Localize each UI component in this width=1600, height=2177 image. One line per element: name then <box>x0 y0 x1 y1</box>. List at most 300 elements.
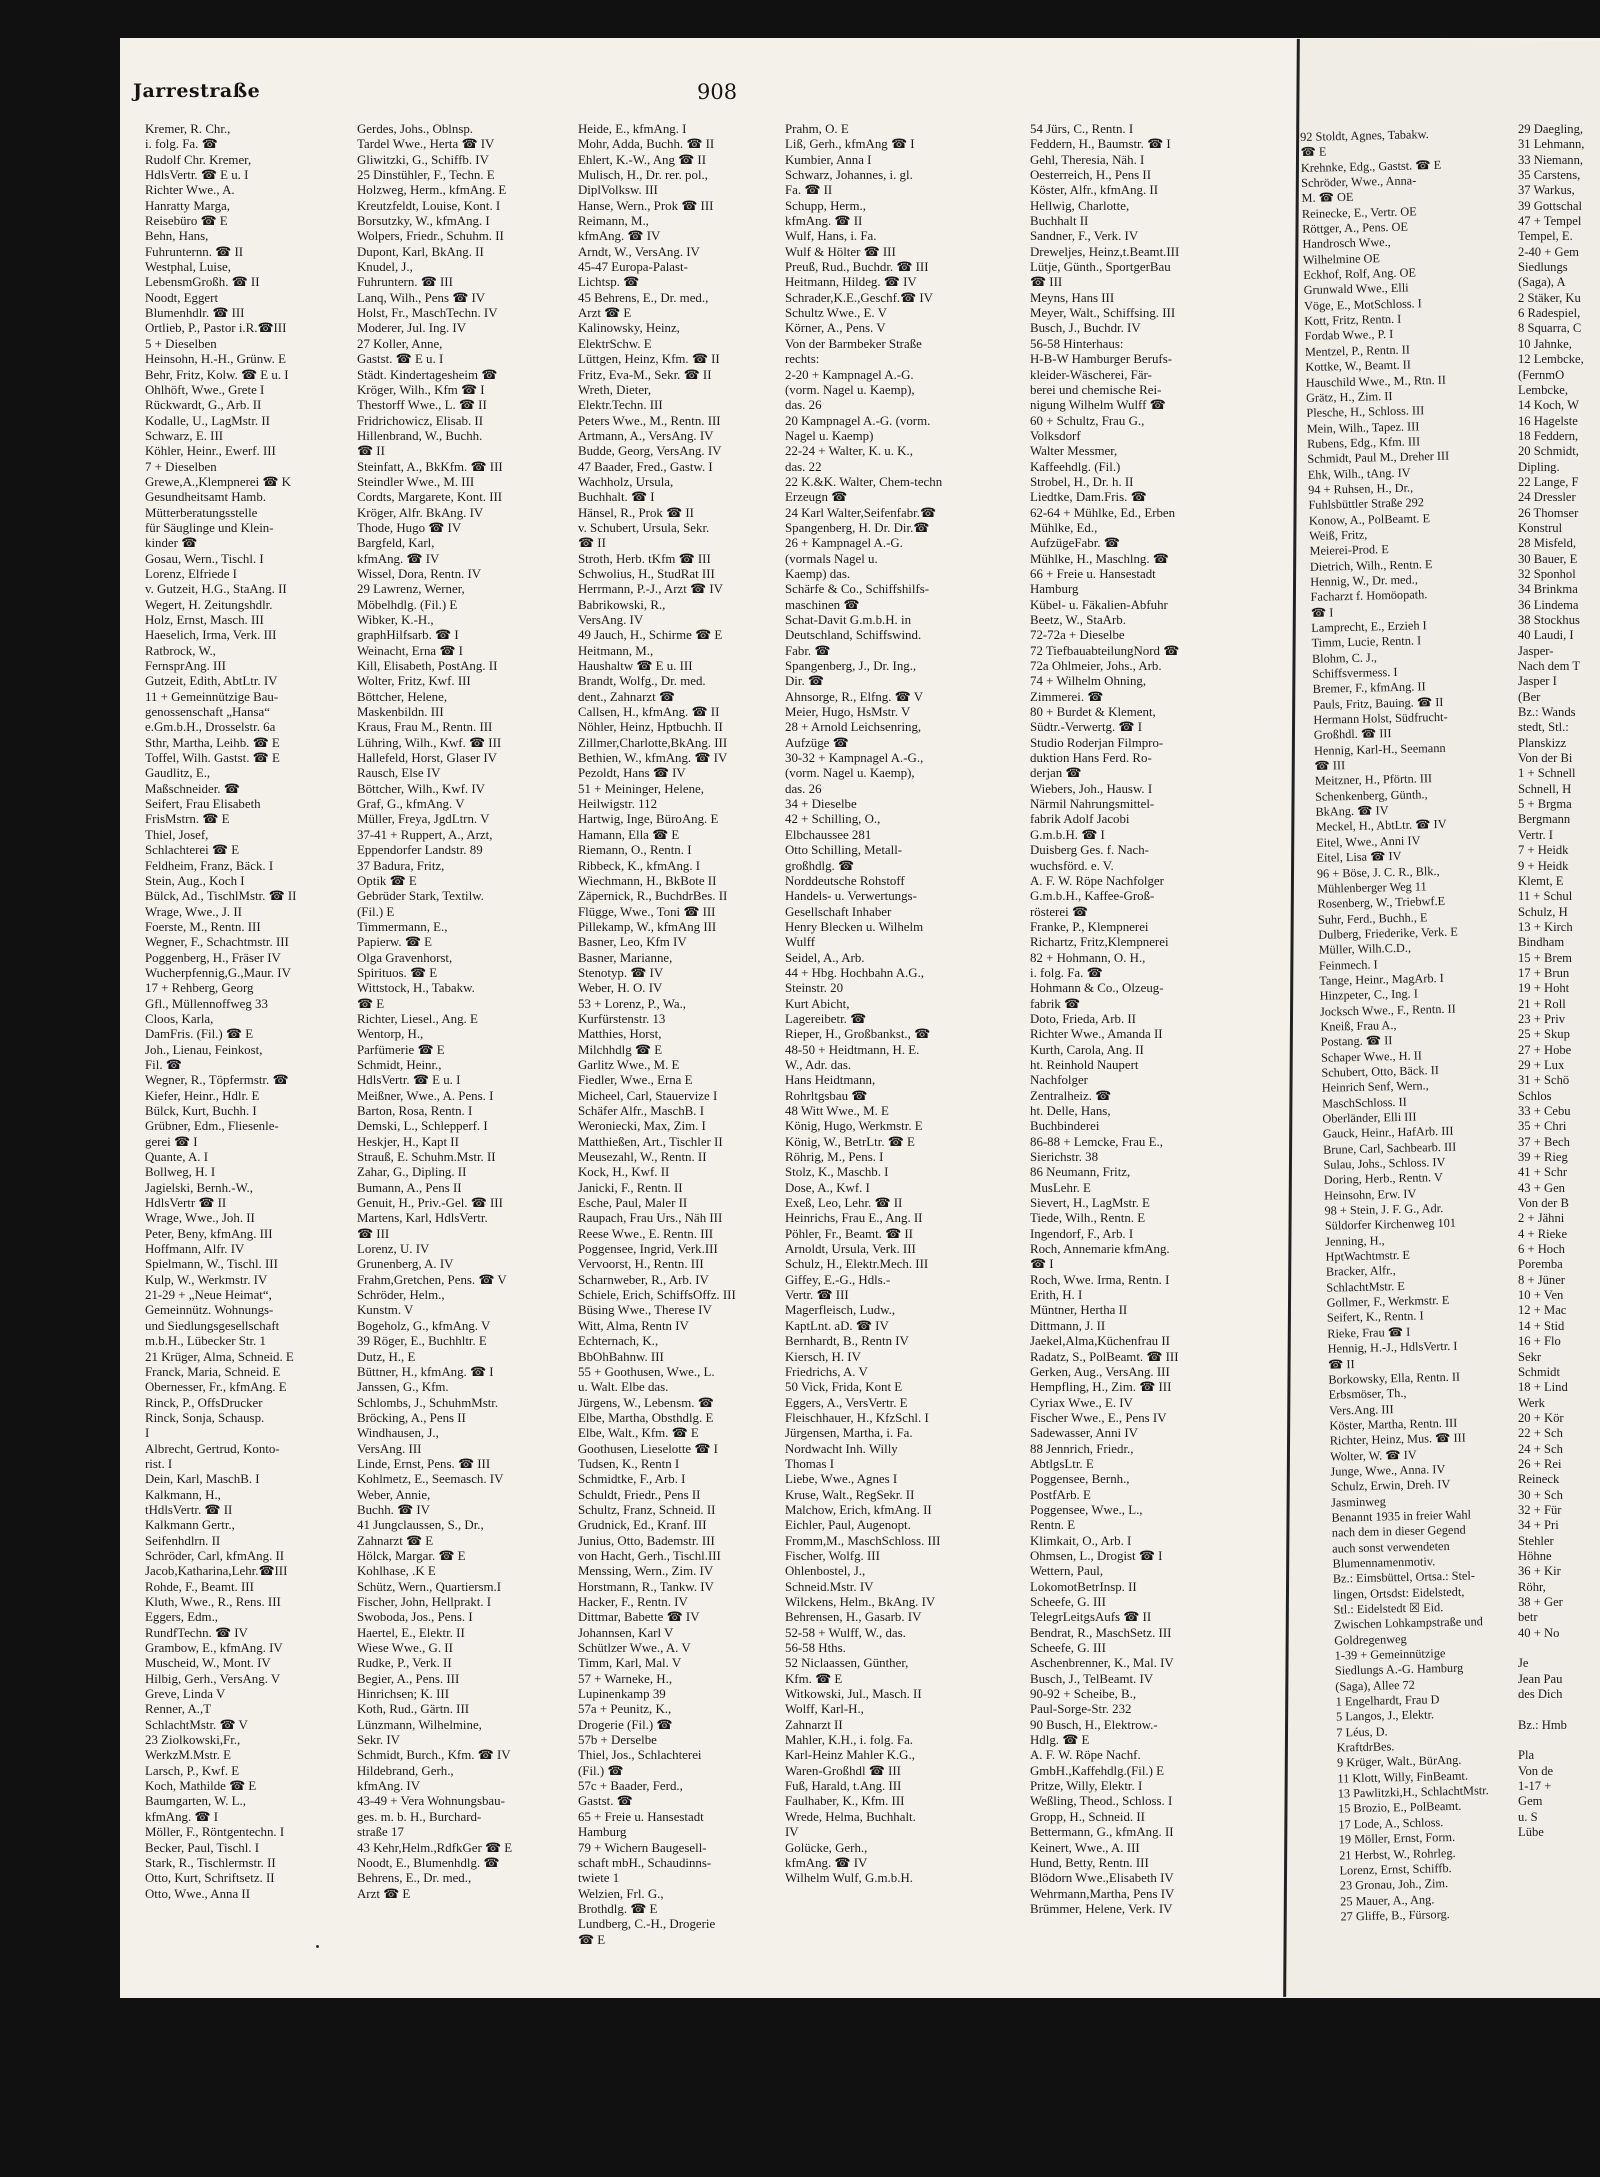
directory-entry-line: Swoboda, Jos., Pens. I <box>357 1610 473 1625</box>
directory-entry-line: Lünzmann, Wilhelmine, <box>357 1717 482 1732</box>
directory-entry-line: Timmermann, E., <box>357 919 448 934</box>
directory-entry-line: Kohlhase, .K E <box>357 1564 436 1579</box>
directory-entry-line: Zahnarzt ☎ E <box>357 1533 434 1548</box>
directory-entry-line: Schultz, Franz, Schneid. II <box>578 1502 716 1517</box>
directory-entry-line: Martens, Karl, HdlsVertr. <box>357 1211 488 1226</box>
directory-entry-line: Reisebüro ☎ E <box>145 214 228 229</box>
directory-entry-line: Seifert, K., Rentn. I <box>1326 1308 1424 1326</box>
directory-entry-line: Nöhler, Heinz, Hptbuchh. II <box>578 720 723 735</box>
directory-entry-line: (Ber <box>1518 689 1541 704</box>
directory-entry-line: Erbsmöser, Th., <box>1328 1386 1407 1402</box>
directory-entry-line: e.Gm.b.H., Drosselstr. 6a <box>145 720 276 735</box>
directory-entry-line: 11 + Gemeinnützige Bau- <box>145 689 279 704</box>
directory-entry-line: ☎ I <box>1030 1257 1054 1272</box>
directory-entry-line: Hund, Betty, Rentn. III <box>1030 1855 1149 1870</box>
directory-entry-line: Behrens, E., Dr. med., <box>357 1871 472 1886</box>
directory-entry-line: 31 + Schö <box>1518 1073 1570 1088</box>
directory-entry-line: Elektr.Techn. III <box>578 398 663 413</box>
directory-entry-line: Kluth, Wwe., R., Rens. III <box>145 1595 281 1609</box>
directory-entry-line: Vertr. I <box>1518 827 1553 842</box>
directory-entry-line: 57 + Warneke, H., <box>578 1671 673 1686</box>
directory-entry-line: betr <box>1518 1610 1538 1625</box>
directory-entry-line: Echternach, K., <box>578 1334 659 1349</box>
directory-entry-line: Ribbeck, K., kfmAng. I <box>578 858 701 873</box>
directory-entry-line: Bz.: Hmb <box>1518 1717 1567 1732</box>
directory-entry-line: Heitmann, M., <box>578 643 654 658</box>
directory-entry-line: Ohmsen, L., Drogist ☎ I <box>1030 1548 1163 1563</box>
directory-entry-line: Böttcher, Helene, <box>357 689 448 704</box>
directory-entry-line: Poggensee, Ingrid, Verk.III <box>578 1242 718 1257</box>
directory-entry-line: Schmidt <box>1518 1364 1560 1379</box>
directory-entry-line: Köster, Alfr., kfmAng. II <box>1030 183 1159 198</box>
directory-entry-line: Noodt, E., Blumenhdlg. ☎ <box>357 1855 500 1870</box>
directory-entry-line: 34 + Pri <box>1518 1518 1559 1533</box>
directory-entry-line: Otto, Kurt, Schriftsetz. II <box>145 1871 275 1886</box>
directory-entry-line: Parfümerie ☎ E <box>357 1042 445 1057</box>
directory-entry-line: LebensmGroßh. ☎ II <box>145 275 260 290</box>
directory-entry-line: Büsing Wwe., Therese IV <box>578 1303 712 1318</box>
directory-entry-line: Timm, Lucie, Rentn. I <box>1311 633 1422 651</box>
directory-entry-line: fabrik Adolf Jacobi <box>1030 812 1130 827</box>
directory-entry-line: Gfl., Müllennoffweg 33 <box>145 996 268 1011</box>
directory-entry-line: Haeselich, Irma, Verk. III <box>145 628 277 643</box>
directory-entry-line: ☎ E <box>1300 144 1327 160</box>
directory-entry-line: Kurth, Carola, Ang. II <box>1030 1042 1144 1057</box>
directory-entry-line: Schnell, H <box>1518 781 1572 796</box>
directory-entry-line: HptWachtmstr. E <box>1325 1247 1411 1264</box>
directory-entry-line: Timm, Karl, Mal. V <box>578 1656 682 1671</box>
directory-entry-line: Klemt, E <box>1518 873 1564 888</box>
directory-entry-line: Krehnke, Edg., Gastst. ☎ E <box>1300 157 1442 175</box>
directory-entry-line: kfmAng. IV <box>357 1779 421 1794</box>
directory-entry-line: ges. m. b. H., Burchard- <box>357 1809 482 1824</box>
directory-entry-line: 33 Niemann, <box>1518 152 1584 167</box>
directory-entry-line: v. Gutzeit, H.G., StaAng. II <box>145 582 287 597</box>
directory-entry-line: 21 Krüger, Alma, Schneid. E <box>145 1349 294 1364</box>
directory-entry-line: 54 Jürs, C., Rentn. I <box>1030 122 1134 136</box>
directory-entry-line: Meyns, Hans III <box>1030 290 1115 305</box>
directory-entry-line: Hildebrand, Gerh., <box>357 1763 454 1778</box>
directory-entry-line: 17 + Rehberg, Georg <box>145 981 254 996</box>
directory-entry-line: Horstmann, R., Tankw. IV <box>578 1579 714 1594</box>
directory-entry-line: Gesellschaft Inhaber <box>785 904 892 919</box>
directory-entry-line: 53 + Lorenz, P., Wa., <box>578 996 687 1011</box>
directory-entry-line: Oesterreich, H., Pens II <box>1030 168 1151 183</box>
directory-entry-line: 24 Dressler <box>1518 490 1576 505</box>
directory-entry-line: Rudke, P., Verk. II <box>357 1656 452 1671</box>
directory-entry-line: Grübner, Edm., Fliesenle- <box>145 1119 279 1134</box>
directory-entry-line: Holst, Fr., MaschTechn. IV <box>357 306 498 321</box>
directory-entry-line: Micheel, Carl, Stauervize I <box>578 1088 718 1103</box>
directory-entry-line: Hoffmann, Alfr. IV <box>145 1242 245 1257</box>
directory-entry-line: 12 Lembcke, <box>1518 352 1584 367</box>
directory-entry-line: 24 + Sch <box>1518 1441 1563 1456</box>
directory-entry-line: Kalkmann Gertr., <box>145 1518 235 1533</box>
directory-entry-line: Behr, Fritz, Kolw. ☎ E u. I <box>145 367 289 382</box>
directory-entry-line: Hanratty Marga, <box>145 198 230 213</box>
directory-entry-line: das. 26 <box>785 398 822 413</box>
directory-entry-line: Wucherpfennig,G.,Maur. IV <box>145 965 291 980</box>
directory-entry-line: 37 Badura, Fritz, <box>357 858 445 873</box>
directory-entry-line: 32 + Für <box>1518 1502 1562 1517</box>
directory-entry-line: Maskenbildn. III <box>357 705 444 720</box>
directory-entry-line <box>1518 1702 1600 1717</box>
directory-entry-line: WerkzM.Mstr. E <box>145 1748 231 1763</box>
directory-entry-line: 7 + Heidk <box>1518 843 1569 858</box>
directory-entry-line: Hennig, W., Dr. med., <box>1310 572 1418 589</box>
directory-entry-line: Meyer, Walt., Schiffsing. III <box>1030 306 1176 321</box>
directory-entry-line: Schulz, H., Elektr.Mech. III <box>785 1257 929 1272</box>
directory-entry-line: Stehler <box>1518 1533 1554 1548</box>
directory-entry-line: Scharnweber, R., Arb. IV <box>578 1272 709 1287</box>
column-2 <box>357 122 572 1902</box>
directory-entry-line: Stolz, K., Maschb. I <box>785 1165 889 1180</box>
directory-entry-line: 17 Lode, A., Schloss. <box>1338 1814 1444 1832</box>
directory-entry-line: Gemeinnütz. Wohnungs- <box>145 1303 274 1318</box>
directory-entry-line: Ehlert, K.-W., Ang ☎ II <box>578 152 706 167</box>
directory-entry-line: Eppendorfer Landstr. 89 <box>357 843 483 858</box>
directory-entry-line: Gropp, H., Schneid. II <box>1030 1809 1145 1824</box>
directory-entry-line: Goothusen, Lieselotte ☎ I <box>578 1441 718 1456</box>
directory-entry-line: Richter Wwe., A. <box>145 183 235 198</box>
directory-entry-line: Dittmann, J. II <box>1030 1318 1106 1333</box>
directory-entry-line: Dein, Karl, MaschB. I <box>145 1472 260 1487</box>
directory-entry-line: Lütje, Günth., SportgerBau <box>1030 260 1171 275</box>
directory-entry-line: rist. I <box>145 1456 173 1471</box>
directory-entry-line: kleider-Wäscherei, Fär- <box>1030 367 1152 382</box>
directory-entry-line: Frahm,Gretchen, Pens. ☎ V <box>357 1272 507 1287</box>
directory-entry-line: TelegrLeitgsAufs ☎ II <box>1030 1610 1152 1625</box>
directory-entry-line: Kock, H., Kwf. II <box>578 1165 670 1180</box>
directory-entry-line: 5 + Brgma <box>1518 797 1572 812</box>
directory-entry-line: Dittmar, Babette ☎ IV <box>578 1610 700 1625</box>
directory-entry-line: Muscheid, W., Mont. IV <box>145 1656 271 1671</box>
directory-entry-line: Budde, Georg, VersAng. IV <box>578 444 722 459</box>
directory-entry-line: A. F. W. Röpe Nachf. <box>1030 1748 1141 1763</box>
directory-entry-line: genossenschaft „Hansa“ <box>145 705 270 720</box>
directory-entry-line: Oberländer, Elli III <box>1322 1109 1417 1126</box>
directory-entry-line: 32 Sponhol <box>1518 566 1576 581</box>
directory-entry-line: Grambow, E., kfmAng. IV <box>145 1641 283 1656</box>
directory-entry-line: 57b + Derselbe <box>578 1733 657 1748</box>
directory-entry-line: ☎ II <box>578 536 606 551</box>
directory-entry-line: Lorenz, U. IV <box>357 1242 430 1257</box>
directory-entry-line: Albrecht, Gertrud, Konto- <box>145 1441 280 1456</box>
directory-entry-line: Ahnsorge, R., Elfng. ☎ V <box>785 689 924 704</box>
directory-entry-line: Fuß, Harald, t.Ang. III <box>785 1779 902 1794</box>
directory-entry-line: Schwolius, H., StudRat III <box>578 566 715 581</box>
directory-entry-line: Möller, F., Röntgentechn. I <box>145 1825 285 1840</box>
directory-entry-line: 9 Krüger, Walt., BürAng. <box>1336 1753 1462 1771</box>
scan-background <box>0 1998 1600 2177</box>
directory-entry-line: Nach dem T <box>1518 659 1581 674</box>
directory-entry-line: Foerste, M., Rentn. III <box>145 919 261 934</box>
directory-entry-line: Wiese Wwe., G. II <box>357 1641 453 1656</box>
directory-entry-line: Karl-Heinz Mahler K.G., <box>785 1748 915 1763</box>
directory-entry-line: Bogeholz, G., kfmAng. V <box>357 1318 491 1333</box>
directory-entry-line: Mütterberatungsstelle <box>145 505 258 520</box>
directory-entry-line: Hans Heidtmann, <box>785 1073 876 1088</box>
directory-entry-line: Weßling, Theod., Schloss. I <box>1030 1794 1173 1809</box>
directory-entry-line: Zäpernick, R., BuchdrBes. II <box>578 889 728 904</box>
directory-entry-line: Weber, H. O. IV <box>578 981 663 996</box>
directory-entry-line: Poggensee, Wwe., L., <box>1030 1502 1143 1517</box>
directory-entry-line: Rückwardt, G., Arb. II <box>145 398 262 413</box>
directory-entry-line: 35 Carstens, <box>1518 168 1581 183</box>
directory-entry-line: Rausch, Else IV <box>357 766 441 781</box>
directory-entry-line: 34 + Dieselbe <box>785 797 857 812</box>
directory-entry-line: Meitzner, H., Pförtn. III <box>1314 771 1433 789</box>
directory-entry-line: Röhrig, M., Pens. I <box>785 1150 884 1165</box>
directory-entry-line: Prahm, O. E <box>785 122 849 136</box>
directory-entry-line: Meißner, Wwe., A. Pens. I <box>357 1088 494 1103</box>
directory-entry-line: duktion Hans Ferd. Ro- <box>1030 751 1152 766</box>
directory-entry-line: Schulz, H <box>1518 904 1568 919</box>
directory-entry-line: 27 Gliffe, B., Fürsorg. <box>1340 1906 1450 1924</box>
directory-entry-line: Kodalle, U., LagMstr. II <box>145 413 270 428</box>
directory-entry-line: Schrader,K.E.,Geschf.☎ IV <box>785 290 933 305</box>
directory-entry-line: Liedtke, Dam.Fris. ☎ <box>1030 490 1147 505</box>
directory-entry-line: 39 Gottschal <box>1518 198 1583 213</box>
directory-entry-line: Fabr. ☎ <box>785 643 831 658</box>
directory-entry-line: Wolpers, Friedr., Schuhm. II <box>357 229 504 244</box>
directory-entry-line: Thiel, Josef, <box>145 827 209 842</box>
speck-mark <box>316 1945 319 1948</box>
directory-entry-line: I <box>145 1426 150 1441</box>
directory-entry-line: Otto Schilling, Metall- <box>785 843 903 858</box>
directory-entry-line: 39 Röger, E., Buchhltr. E <box>357 1334 487 1349</box>
directory-entry-line: Barton, Rosa, Rentn. I <box>357 1104 473 1118</box>
directory-entry-line: Schlachterei ☎ E <box>145 843 240 858</box>
directory-entry-line: Friedrichs, A. V <box>785 1364 868 1379</box>
directory-entry-line: Kohlmetz, E., Seemasch. IV <box>357 1472 504 1487</box>
directory-entry-line: Jasper- <box>1518 643 1554 658</box>
directory-entry-line: Wibker, K.-H., <box>357 613 434 627</box>
directory-entry-line: Wilckens, Helm., BkAng. IV <box>785 1595 936 1609</box>
directory-entry-line: Hamburg <box>1030 582 1079 597</box>
directory-entry-line: Schmidt, Burch., Kfm. ☎ IV <box>357 1748 511 1763</box>
directory-entry-line: Büttner, H., kfmAng. ☎ I <box>357 1364 494 1379</box>
directory-entry-line: 72-72a + Dieselbe <box>1030 628 1125 643</box>
directory-entry-line: Mühlke, Ed., <box>1030 520 1098 535</box>
directory-entry-line: SchlachtMstr. ☎ V <box>145 1717 248 1732</box>
directory-entry-line: Schröder, Helm., <box>357 1288 445 1303</box>
directory-entry-line: Poremba <box>1518 1257 1563 1272</box>
directory-entry-line: 19 Möller, Ernst, Form. <box>1338 1830 1456 1847</box>
directory-entry-line: Weber, Annie, <box>357 1487 431 1502</box>
directory-entry-line: Thiel, Jos., Schlachterei <box>578 1748 702 1763</box>
directory-entry-line: 17 + Brun <box>1518 965 1570 980</box>
directory-entry-line: 48 Witt Wwe., M. E <box>785 1104 889 1118</box>
directory-entry-line: derjan ☎ <box>1030 766 1082 781</box>
directory-entry-line: Eggers, A., VersVertr. E <box>785 1395 908 1410</box>
directory-entry-line: GmbH.,Kaffehdlg.(Fil.) E <box>1030 1763 1165 1778</box>
directory-entry-line: Rohde, F., Beamt. III <box>145 1579 254 1594</box>
directory-entry-line: Vöge, E., MotSchloss. I <box>1303 296 1422 313</box>
directory-entry-line: Seifenhdlrn. II <box>145 1533 221 1548</box>
directory-entry-line: Rudolf Chr. Kremer, <box>145 152 252 167</box>
directory-entry-line: straße 17 <box>357 1825 404 1840</box>
directory-entry-line: 14 Koch, W <box>1518 398 1579 413</box>
directory-entry-line: Närmil Nahrungsmittel- <box>1030 797 1155 812</box>
directory-entry-line: Vers.Ang. III <box>1328 1401 1394 1418</box>
directory-entry-line: KaptLnt. aD. ☎ IV <box>785 1318 889 1333</box>
directory-entry-line: Witt, Alma, Rentn IV <box>578 1318 689 1333</box>
directory-entry-line: u. Walt. Elbe das. <box>578 1380 669 1395</box>
directory-entry-line: Thode, Hugo ☎ IV <box>357 520 462 535</box>
directory-entry-line: ☎ E <box>357 996 385 1011</box>
directory-entry-line: großhdlg. ☎ <box>785 858 855 873</box>
directory-entry-line: 10 Jahnke, <box>1518 336 1572 351</box>
directory-entry-line: Schröder, Wwe., Anna- <box>1301 173 1417 191</box>
directory-entry-line: Begier, A., Pens. III <box>357 1671 460 1686</box>
directory-entry-line: Sievert, H., LagMstr. E <box>1030 1196 1150 1211</box>
directory-entry-line: Jaekel,Alma,Küchenfrau II <box>1030 1334 1170 1349</box>
directory-entry-line: von Hacht, Gerh., Tischl.III <box>578 1548 721 1563</box>
directory-entry-line: Brothdlg. ☎ E <box>578 1901 658 1916</box>
directory-entry-line: Cyriax Wwe., E. IV <box>1030 1395 1133 1410</box>
directory-entry-line: 57a + Peunitz, K., <box>578 1702 672 1717</box>
directory-entry-line: Waren-Großhdl ☎ III <box>785 1763 901 1778</box>
directory-entry-line: 45-47 Europa-Palast- <box>578 260 688 275</box>
directory-entry-line: 28 + Arnold Leichsenring, <box>785 720 922 735</box>
directory-entry-line: 13 + Kirch <box>1518 919 1573 934</box>
directory-entry-line: Schäfer Alfr., MaschB. I <box>578 1104 705 1118</box>
directory-entry-line: 49 Jauch, H., Schirme ☎ E <box>578 628 723 643</box>
directory-entry-line: 57c + Baader, Ferd., <box>578 1779 683 1794</box>
directory-entry-line: Spielmann, W., Tischl. III <box>145 1257 278 1272</box>
directory-entry-line: Bülck, Kurt, Buchh. I <box>145 1104 257 1118</box>
directory-entry-line: 41 + Schr <box>1518 1165 1568 1180</box>
directory-entry-line: Schlombs, J., SchuhmMstr. <box>357 1395 499 1410</box>
directory-entry-line: Mohr, Adda, Buchh. ☎ II <box>578 137 715 152</box>
directory-entry-line: Hennig, H.-J., HdlsVertr. I <box>1327 1338 1458 1356</box>
directory-entry-line: Lupinenkamp 39 <box>578 1687 666 1702</box>
directory-entry-line: Tange, Heinr., MagArb. I <box>1319 970 1444 988</box>
directory-entry-line: des Dich <box>1518 1687 1563 1702</box>
directory-entry-line: 6 + Hoch <box>1518 1242 1565 1257</box>
directory-entry-line: 29 Daegling, <box>1518 122 1584 136</box>
directory-entry-line: 29 Lawrenz, Werner, <box>357 582 465 597</box>
directory-entry-line: Heinsohn, H.-H., Grünw. E <box>145 352 286 367</box>
directory-entry-line: Kraus, Frau M., Rentn. III <box>357 720 493 735</box>
directory-entry-line: A. F. W. Röpe Nachfolger <box>1030 873 1164 888</box>
directory-entry-line: Jasper I <box>1518 674 1557 689</box>
directory-entry-line: Kreutzfeldt, Louise, Kont. I <box>357 198 501 213</box>
directory-entry-line: Gutzeit, Edith, AbtLtr. IV <box>145 674 278 689</box>
directory-entry-line: Pillekamp, W., kfmAng III <box>578 919 717 934</box>
directory-entry-line: Hinrichsen; K. III <box>357 1687 449 1702</box>
directory-entry-line: BbOhBahnw. III <box>578 1349 664 1364</box>
directory-entry-line: Gaudlitz, E., <box>145 766 211 781</box>
directory-entry-line: Fuhrunternn. ☎ II <box>145 244 244 259</box>
directory-entry-line: Gollmer, F., Werkmstr. E <box>1326 1293 1450 1310</box>
directory-entry-line: Schütz, Wern., Quartiersm.I <box>357 1579 502 1594</box>
directory-entry-line: 41 Jungclaussen, S., Dr., <box>357 1518 484 1533</box>
directory-entry-line: Kaemp) das. <box>785 566 851 581</box>
directory-entry-line: Beetz, W., StaArb. <box>1030 613 1126 627</box>
directory-entry-line: das. 26 <box>785 781 822 796</box>
directory-entry-line: Pritze, Willy, Elektr. I <box>1030 1779 1143 1794</box>
directory-entry-line: Quante, A. I <box>145 1150 209 1165</box>
directory-entry-line: Fuhruntern. ☎ III <box>357 275 453 290</box>
directory-entry-line: Eggers, Edm., <box>145 1610 219 1625</box>
directory-entry-line: MusLehr. E <box>1030 1180 1091 1195</box>
directory-entry-line: 27 + Hobe <box>1518 1042 1572 1057</box>
directory-entry-line: Schubert, Otto, Bäck. II <box>1321 1063 1440 1080</box>
directory-entry-line: HdlsVertr ☎ II <box>145 1196 227 1211</box>
directory-entry-line: G.m.b.H. ☎ I <box>1030 827 1105 842</box>
directory-entry-line: Dir. ☎ <box>785 674 824 689</box>
directory-entry-line: Schupp, Herm., <box>785 198 866 213</box>
directory-entry-line: Nordwacht Inh. Willy <box>785 1441 898 1456</box>
directory-entry-line: Zillmer,Charlotte,BkAng. III <box>578 735 728 750</box>
directory-entry-line: Lüttgen, Heinz, Kfm. ☎ II <box>578 352 720 367</box>
directory-entry-line: Wettern, Paul, <box>1030 1564 1104 1579</box>
directory-entry-line: Welzien, Frl. G., <box>578 1886 664 1901</box>
directory-entry-line: Wissel, Dora, Rentn. IV <box>357 566 482 581</box>
directory-entry-line: Giffey, E.-G., Hdls.- <box>785 1272 891 1287</box>
directory-entry-line: Schwarz, Johannes, i. gl. <box>785 168 913 183</box>
directory-entry-line: 16 + Flo <box>1518 1334 1561 1349</box>
directory-entry-line: Zahar, G., Dipling. II <box>357 1165 467 1180</box>
directory-entry-line: Wiechmann, H., BkBote II <box>578 873 717 888</box>
directory-entry-line: Süldorfer Kirchenweg 101 <box>1324 1216 1457 1234</box>
directory-entry-line: das. 22 <box>785 459 822 474</box>
directory-entry-line: 52-58 + Wulff, W., das. <box>785 1625 906 1640</box>
directory-entry-line: 26 + Kampnagel A.-G. <box>785 536 903 551</box>
directory-entry-line: Steinstr. 20 <box>785 981 844 996</box>
directory-entry-line: Vervoorst, H., Rentn. III <box>578 1257 704 1272</box>
directory-entry-line: Schenkenberg, Günth., <box>1314 787 1428 804</box>
directory-entry-line: Sekr <box>1518 1349 1542 1364</box>
directory-entry-line: Böttcher, Wilh., Kwf. IV <box>357 781 485 796</box>
directory-entry-line: Ortlieb, P., Pastor i.R.☎III <box>145 321 287 336</box>
directory-entry-line: Studio Roderjan Filmpro- <box>1030 735 1164 750</box>
directory-entry-line: Riemann, O., Rentn. I <box>578 843 692 858</box>
directory-entry-line: 30 + Sch <box>1518 1487 1563 1502</box>
directory-entry-line: Möbelhdlg. (Fil.) E <box>357 597 458 612</box>
directory-entry-line: Liß, Gerh., kfmAng ☎ I <box>785 137 915 152</box>
directory-entry-line: Vertr. ☎ III <box>785 1288 849 1303</box>
directory-entry-line: Wegner, R., Töpfermstr. ☎ <box>145 1073 289 1088</box>
directory-entry-line: Jagielski, Bernh.-W., <box>145 1180 254 1195</box>
directory-entry-line: 11 + Schul <box>1518 889 1573 904</box>
directory-entry-line: Henry Blecken u. Wilhelm <box>785 919 924 934</box>
directory-entry-line: Roch, Annemarie kfmAng. <box>1030 1242 1170 1257</box>
directory-entry-line: Gesundheitsamt Hamb. <box>145 490 267 505</box>
directory-entry-line: ☎ III <box>1030 275 1063 290</box>
directory-entry-line: RundfTechn. ☎ IV <box>145 1625 248 1640</box>
directory-entry-line: Scheefe, G. III <box>1030 1641 1106 1656</box>
directory-entry-line: Matthies, Horst, <box>578 1027 662 1042</box>
directory-entry-line: Dose, A., Kwf. I <box>785 1180 870 1195</box>
directory-entry-line: Blumenhdlr. ☎ III <box>145 306 245 321</box>
directory-entry-line: Mahler, K.H., i. folg. Fa. <box>785 1733 914 1748</box>
directory-entry-line: LokomotBetrInsp. II <box>1030 1579 1137 1594</box>
directory-entry-line: Feddern, H., Baumstr. ☎ I <box>1030 137 1171 152</box>
directory-entry-line: Gastst. ☎ <box>578 1794 633 1809</box>
directory-entry-line: 22 Lange, F <box>1518 474 1579 489</box>
directory-entry-line: Röhr, <box>1518 1579 1546 1594</box>
directory-entry-line: Jacob,Katharina,Lehr.☎III <box>145 1564 288 1579</box>
directory-entry-line: Toffel, Wilh. Gastst. ☎ E <box>145 751 280 766</box>
directory-entry-line: Witkowski, Jul., Masch. II <box>785 1687 922 1702</box>
directory-entry-line: Spirituos. ☎ E <box>357 965 438 980</box>
directory-entry-line: Stenotyp. ☎ IV <box>578 965 664 980</box>
directory-entry-line: Mühlke, H., Maschlng. ☎ <box>1030 551 1169 566</box>
directory-entry-line: Heide, E., kfmAng. I <box>578 122 687 136</box>
